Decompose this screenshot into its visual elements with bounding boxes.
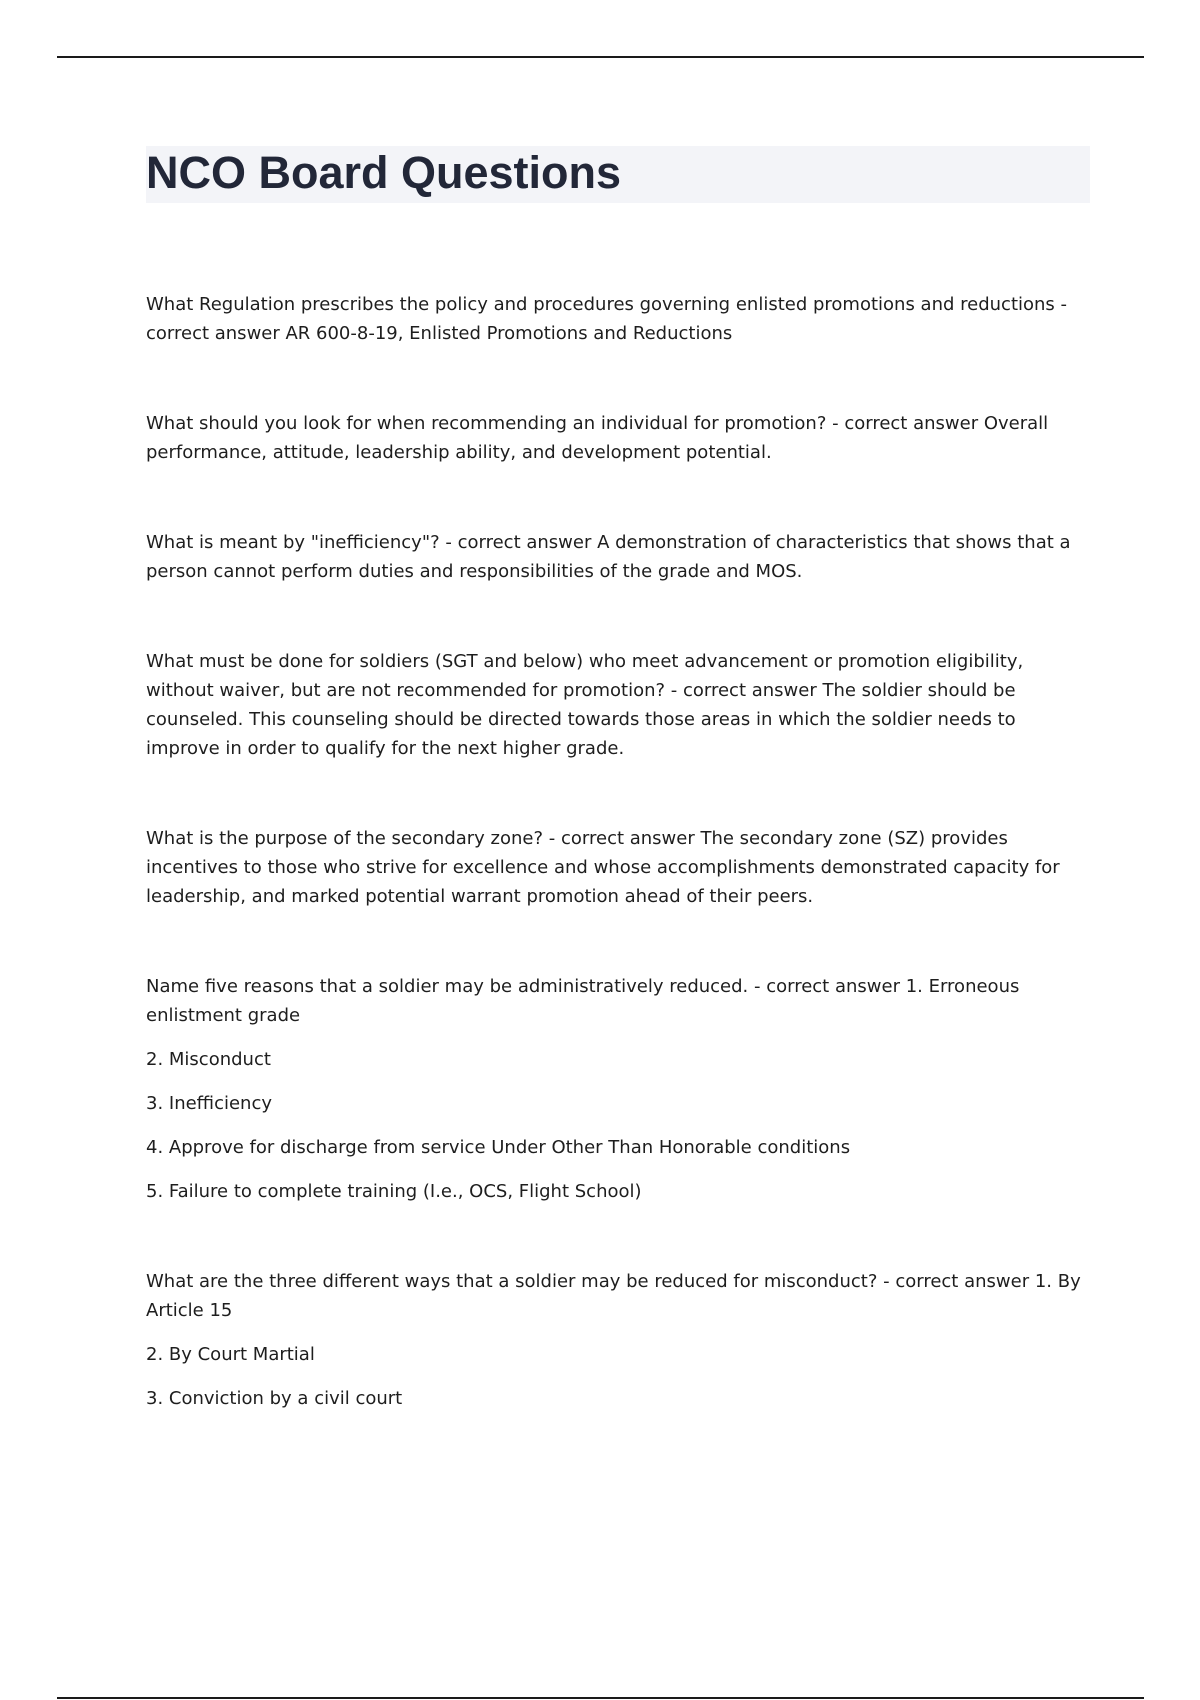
- qa-entry: [146, 409, 1090, 467]
- bottom-rule: [57, 1697, 1144, 1699]
- answer-list-item: 2. Misconduct: [146, 1049, 271, 1070]
- qa-text: What Regulation prescribes the policy and procedures governing enlisted promotions and reductions - correct answer AR 600-8-19, Enlisted Promotions and Reductions: [146, 294, 1068, 344]
- qa-text: What are the three different ways that a soldier may be reduced for misconduct? - correct answer 1. By Article 15: [146, 1271, 1081, 1321]
- document-body: [146, 290, 1090, 1474]
- qa-entry: [146, 824, 1090, 911]
- qa-text: What is the purpose of the secondary zone? - correct answer The secondary zone (SZ) provides incentives to those who strive for excellence and whose accomplishments demonstrated capacity for leadership, and marked potential warrant promotion ahead of their peers.: [146, 828, 1060, 907]
- qa-entry: [146, 290, 1090, 348]
- answer-list-item: 3. Inefficiency: [146, 1093, 273, 1114]
- qa-entry: [146, 528, 1090, 586]
- qa-text: What is meant by "inefficiency"? - correct answer A demonstration of characteristics that shows that a person cannot perform duties and responsibilities of the grade and MOS.: [146, 532, 1071, 582]
- answer-list-item: 4. Approve for discharge from service Under Other Than Honorable conditions: [146, 1137, 851, 1158]
- qa-entry: [146, 1267, 1090, 1413]
- answer-list-item: 2. By Court Martial: [146, 1344, 315, 1365]
- qa-entry: [146, 647, 1090, 763]
- top-rule: [57, 56, 1144, 58]
- qa-text: Name five reasons that a soldier may be administratively reduced. - correct answer 1. Erroneous enlistment grade: [146, 976, 1020, 1026]
- qa-text: What should you look for when recommending an individual for promotion? - correct answer Overall performance, attitude, leadership ability, and development potential.: [146, 413, 1049, 463]
- answer-list-item: 5. Failure to complete training (I.e., OCS, Flight School): [146, 1181, 642, 1202]
- qa-text: What must be done for soldiers (SGT and below) who meet advancement or promotion eligibility, without waiver, but are not recommended for promotion? - correct answer The soldier should be counseled. This counseling should be directed towards those areas in which the soldier needs to improve in order to qualify for the next higher grade.: [146, 651, 1024, 759]
- answer-list-item: 3. Conviction by a civil court: [146, 1388, 403, 1409]
- qa-entry: [146, 972, 1090, 1206]
- page-title: NCO Board Questions: [146, 147, 622, 198]
